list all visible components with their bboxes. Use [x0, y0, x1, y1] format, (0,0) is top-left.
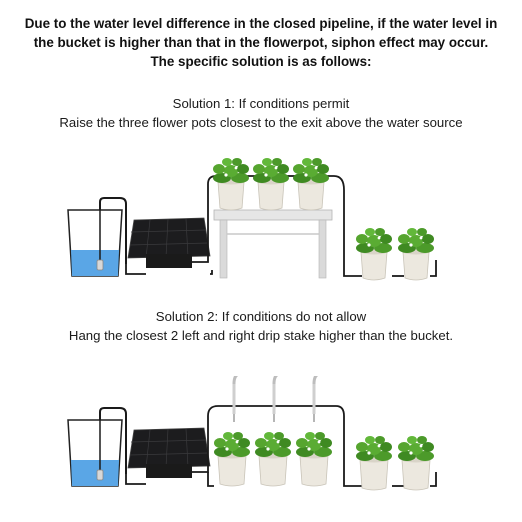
- solar-panel-icon: [128, 218, 210, 268]
- bucket-icon: [68, 198, 126, 276]
- solution-2: [0, 307, 522, 345]
- solution-2-description: Hang the closest 2 left and right drip stake higher than the bucket.: [68, 328, 454, 343]
- heading-line-1: Due to the water level difference in the closed pipeline, if the water level in: [24, 16, 498, 31]
- heading-line-3: The specific solution is as follows:: [150, 54, 372, 69]
- solution-1: [0, 94, 522, 132]
- flower-pot-icon: [356, 228, 434, 280]
- table-icon: [214, 210, 332, 278]
- solution-1-description: Raise the three flower pots closest to the exit above the water source: [59, 115, 463, 130]
- heading-line-2: the bucket is higher than that in the flowerpot, siphon effect may occur.: [33, 35, 489, 50]
- solar-panel-icon: [128, 428, 210, 478]
- drip-stake-icon: [234, 376, 320, 422]
- solution-2-title: Solution 2: If conditions do not allow: [155, 309, 367, 324]
- flower-pot-icon: [213, 158, 329, 210]
- flower-pot-icon: [214, 432, 434, 490]
- heading: [0, 14, 522, 71]
- solution-1-title: Solution 1: If conditions permit: [172, 96, 350, 111]
- bucket-icon: [68, 408, 126, 486]
- solution-1-illustration: [0, 152, 522, 282]
- solution-2-illustration: [0, 376, 522, 506]
